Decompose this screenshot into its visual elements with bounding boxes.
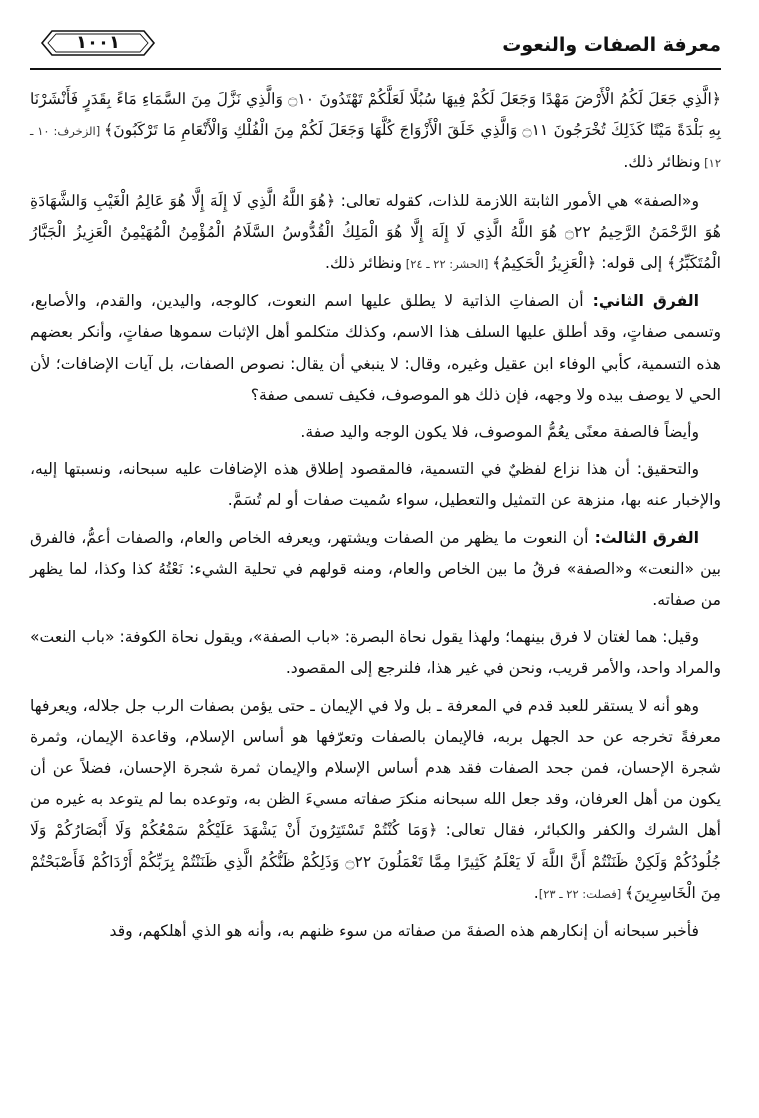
text-run: ونظائر ذلك. bbox=[324, 254, 403, 273]
paragraph-verification bbox=[30, 454, 721, 516]
paragraph-two-dialects bbox=[30, 622, 721, 684]
text-run: ونظائر ذلك. bbox=[623, 153, 701, 172]
text-run: وهو أنه لا يستقر للعبد قدم في المعرفة ـ بل ولا في الإيمان ـ حتى يؤمن بصفات الرب جل جلاله، ويعرفها معرفةً تخرجه عن حد الجهل بربه، فالإيمان بالصفات وتعرّفها هو أساس الإسلام، وقاعدة الإيمان، وثمرة شجرة الإحسان، فمن جحد الصفات فقد هدم أساس الإسلام والإيمان ثمرة شجرة الإحسان، فضلاً عن أن يكون من أهل العرفان، وقد جعل الله سبحانه منكرَ صفاته مسيءَ الظن به، وتوعده بما لم يتوعد به غيره من أهل الشرك والكفر والكبائر، فقال تعالى: bbox=[30, 696, 721, 840]
header-divider bbox=[30, 68, 721, 70]
verse-reference: [الزخرف: ١٠ ـ ١٢] bbox=[30, 124, 721, 171]
verse-reference: [الحشر: ٢٢ ـ ٢٤] bbox=[402, 257, 493, 272]
paragraph-verses-zukhruf bbox=[30, 84, 721, 180]
quran-verse: ﴿وَمَا كُنْتُمْ تَسْتَتِرُونَ أَنْ يَشْهَدَ عَلَيْكُمْ سَمْعُكُمْ وَلَا أَبْصَارُكُمْ وَلَا جُلُودُكُمْ وَلَكِنْ ظَنَنْتُمْ أَنَّ اللَّهَ لَا يَعْلَمُ كَثِيرًا مِمَّا تَعْمَلُونَ ۝٢٢ وَذَلِكُمْ ظَنُّكُمُ الَّذِي ظَنَنْتُمْ بِرَبِّكُمْ أَرْدَاكُمْ فَأَصْبَحْتُمْ مِنَ الْخَاسِرِينَ﴾ bbox=[30, 821, 721, 902]
text-run: والتحقيق: أن هذا نزاع لفظيٌ في التسمية، فالمقصود إطلاق هذه الإضافات عليه سبحانه، ونسبتها إليه، والإخبار عنه بها، منزهة عن التمثيل والتعطيل، سواء سُميت صفات أو لم تُسَمَّ. bbox=[30, 460, 721, 510]
text-run: . bbox=[533, 883, 539, 902]
paragraph-also bbox=[30, 417, 721, 448]
quran-verse: ﴿هُوَ اللَّهُ الَّذِي لَا إِلَهَ إِلَّا هُوَ عَالِمُ الْغَيْبِ وَالشَّهَادَةِ هُوَ الرَّحْمَنُ الرَّحِيمُ ۝٢٢ هُوَ اللَّهُ الَّذِي لَا إِلَهَ إِلَّا هُوَ الْمَلِكُ الْقُدُّوسُ السَّلَامُ الْمُؤْمِنُ الْمُهَيْمِنُ الْعَزِيزُ الْجَبَّارُ الْمُتَكَبِّرُ﴾ bbox=[30, 191, 721, 273]
section-lead: الفرق الثالث: bbox=[588, 528, 699, 547]
text-run: و«الصفة» هي الأمور الثابتة اللازمة للذات، كقوله تعالى: bbox=[335, 191, 699, 210]
paragraph-conclusion bbox=[30, 916, 721, 947]
page-number-frame bbox=[38, 28, 158, 58]
text-run: وقيل: هما لغتان لا فرق بينهما؛ ولهذا يقول نحاة البصرة: «باب الصفة»، ويقول نحاة الكوفة: «باب النعت» والمراد واحد، والأمر قريب، ونحن في غير هذا، فلنرجع إلى المقصود. bbox=[30, 628, 721, 678]
text-run: إلى قوله: bbox=[596, 254, 668, 273]
quran-verse: ﴿الْعَزِيزُ الْحَكِيمُ﴾ bbox=[492, 254, 597, 273]
page-body bbox=[30, 84, 721, 953]
page-number: ١٠٠١ bbox=[76, 32, 120, 53]
section-lead: الفرق الثاني: bbox=[583, 292, 699, 311]
text-run: أن النعوت ما يظهر من الصفات ويشتهر، ويعرفه الخاص والعام، والصفات أعمُّ، فالفرق بين «النعت» و«الصفة» فرقُ ما بين الخاص والعام، ومنه قولهم في تحلية الشيء: نَعْتُهُ كذا وكذا، لما يظهر من صفاته. bbox=[30, 528, 721, 610]
paragraph-second-difference bbox=[30, 286, 721, 411]
running-title: معرفة الصفات والنعوت bbox=[502, 34, 721, 56]
paragraph-belief-in-attributes bbox=[30, 691, 721, 910]
verse-reference: [فصلت: ٢٢ ـ ٢٣] bbox=[538, 886, 625, 901]
paragraph-sifa-definition bbox=[30, 186, 721, 281]
page-header bbox=[30, 28, 721, 62]
paragraph-third-difference bbox=[30, 523, 721, 617]
text-run: فأخبر سبحانه أن إنكارهم هذه الصفةَ من صفاته من سوء ظنهم به، وأنه هو الذي أهلكهم، وقد bbox=[109, 922, 699, 941]
quran-verse: ﴿الَّذِي جَعَلَ لَكُمُ الْأَرْضَ مَهْدًا وَجَعَلَ لَكُمْ فِيهَا سُبُلًا لَعَلَّكُمْ تَهْتَدُونَ ۝١٠ وَالَّذِي نَزَّلَ مِنَ السَّمَاءِ مَاءً بِقَدَرٍ فَأَنْشَرْنَا بِهِ بَلْدَةً مَيْتًا كَذَلِكَ تُخْرَجُونَ ۝١١ وَالَّذِي خَلَقَ الْأَزْوَاجَ كُلَّهَا وَجَعَلَ لَكُمْ مِنَ الْفُلْكِ وَالْأَنْعَامِ مَا تَرْكَبُونَ﴾ bbox=[30, 90, 722, 140]
text-run: أن الصفاتِ الذاتية لا يطلق عليها اسم النعوت، كالوجه، واليدين، والقدم، والأصابع، وتسمى صفاتٍ، وقد أطلق عليها السلف هذا الاسم، وكذلك متكلمو أهل الإثبات سموها صفاتٍ، وأنكر بعضهم هذه التسمية، كأبي الوفاء ابن عقيل وغيره، وقال: لا ينبغي أن يقال: نصوص الصفات، بل آيات الإضافات؛ لأن الحي لا يوصف بيده ولا وجهه، فإن ذلك هو الموصوف، فكيف تسمى صفة؟ bbox=[30, 292, 721, 404]
text-run: وأيضاً فالصفة معنًى يعُمُّ الموصوف، فلا يكون الوجه واليد صفة. bbox=[300, 423, 699, 442]
